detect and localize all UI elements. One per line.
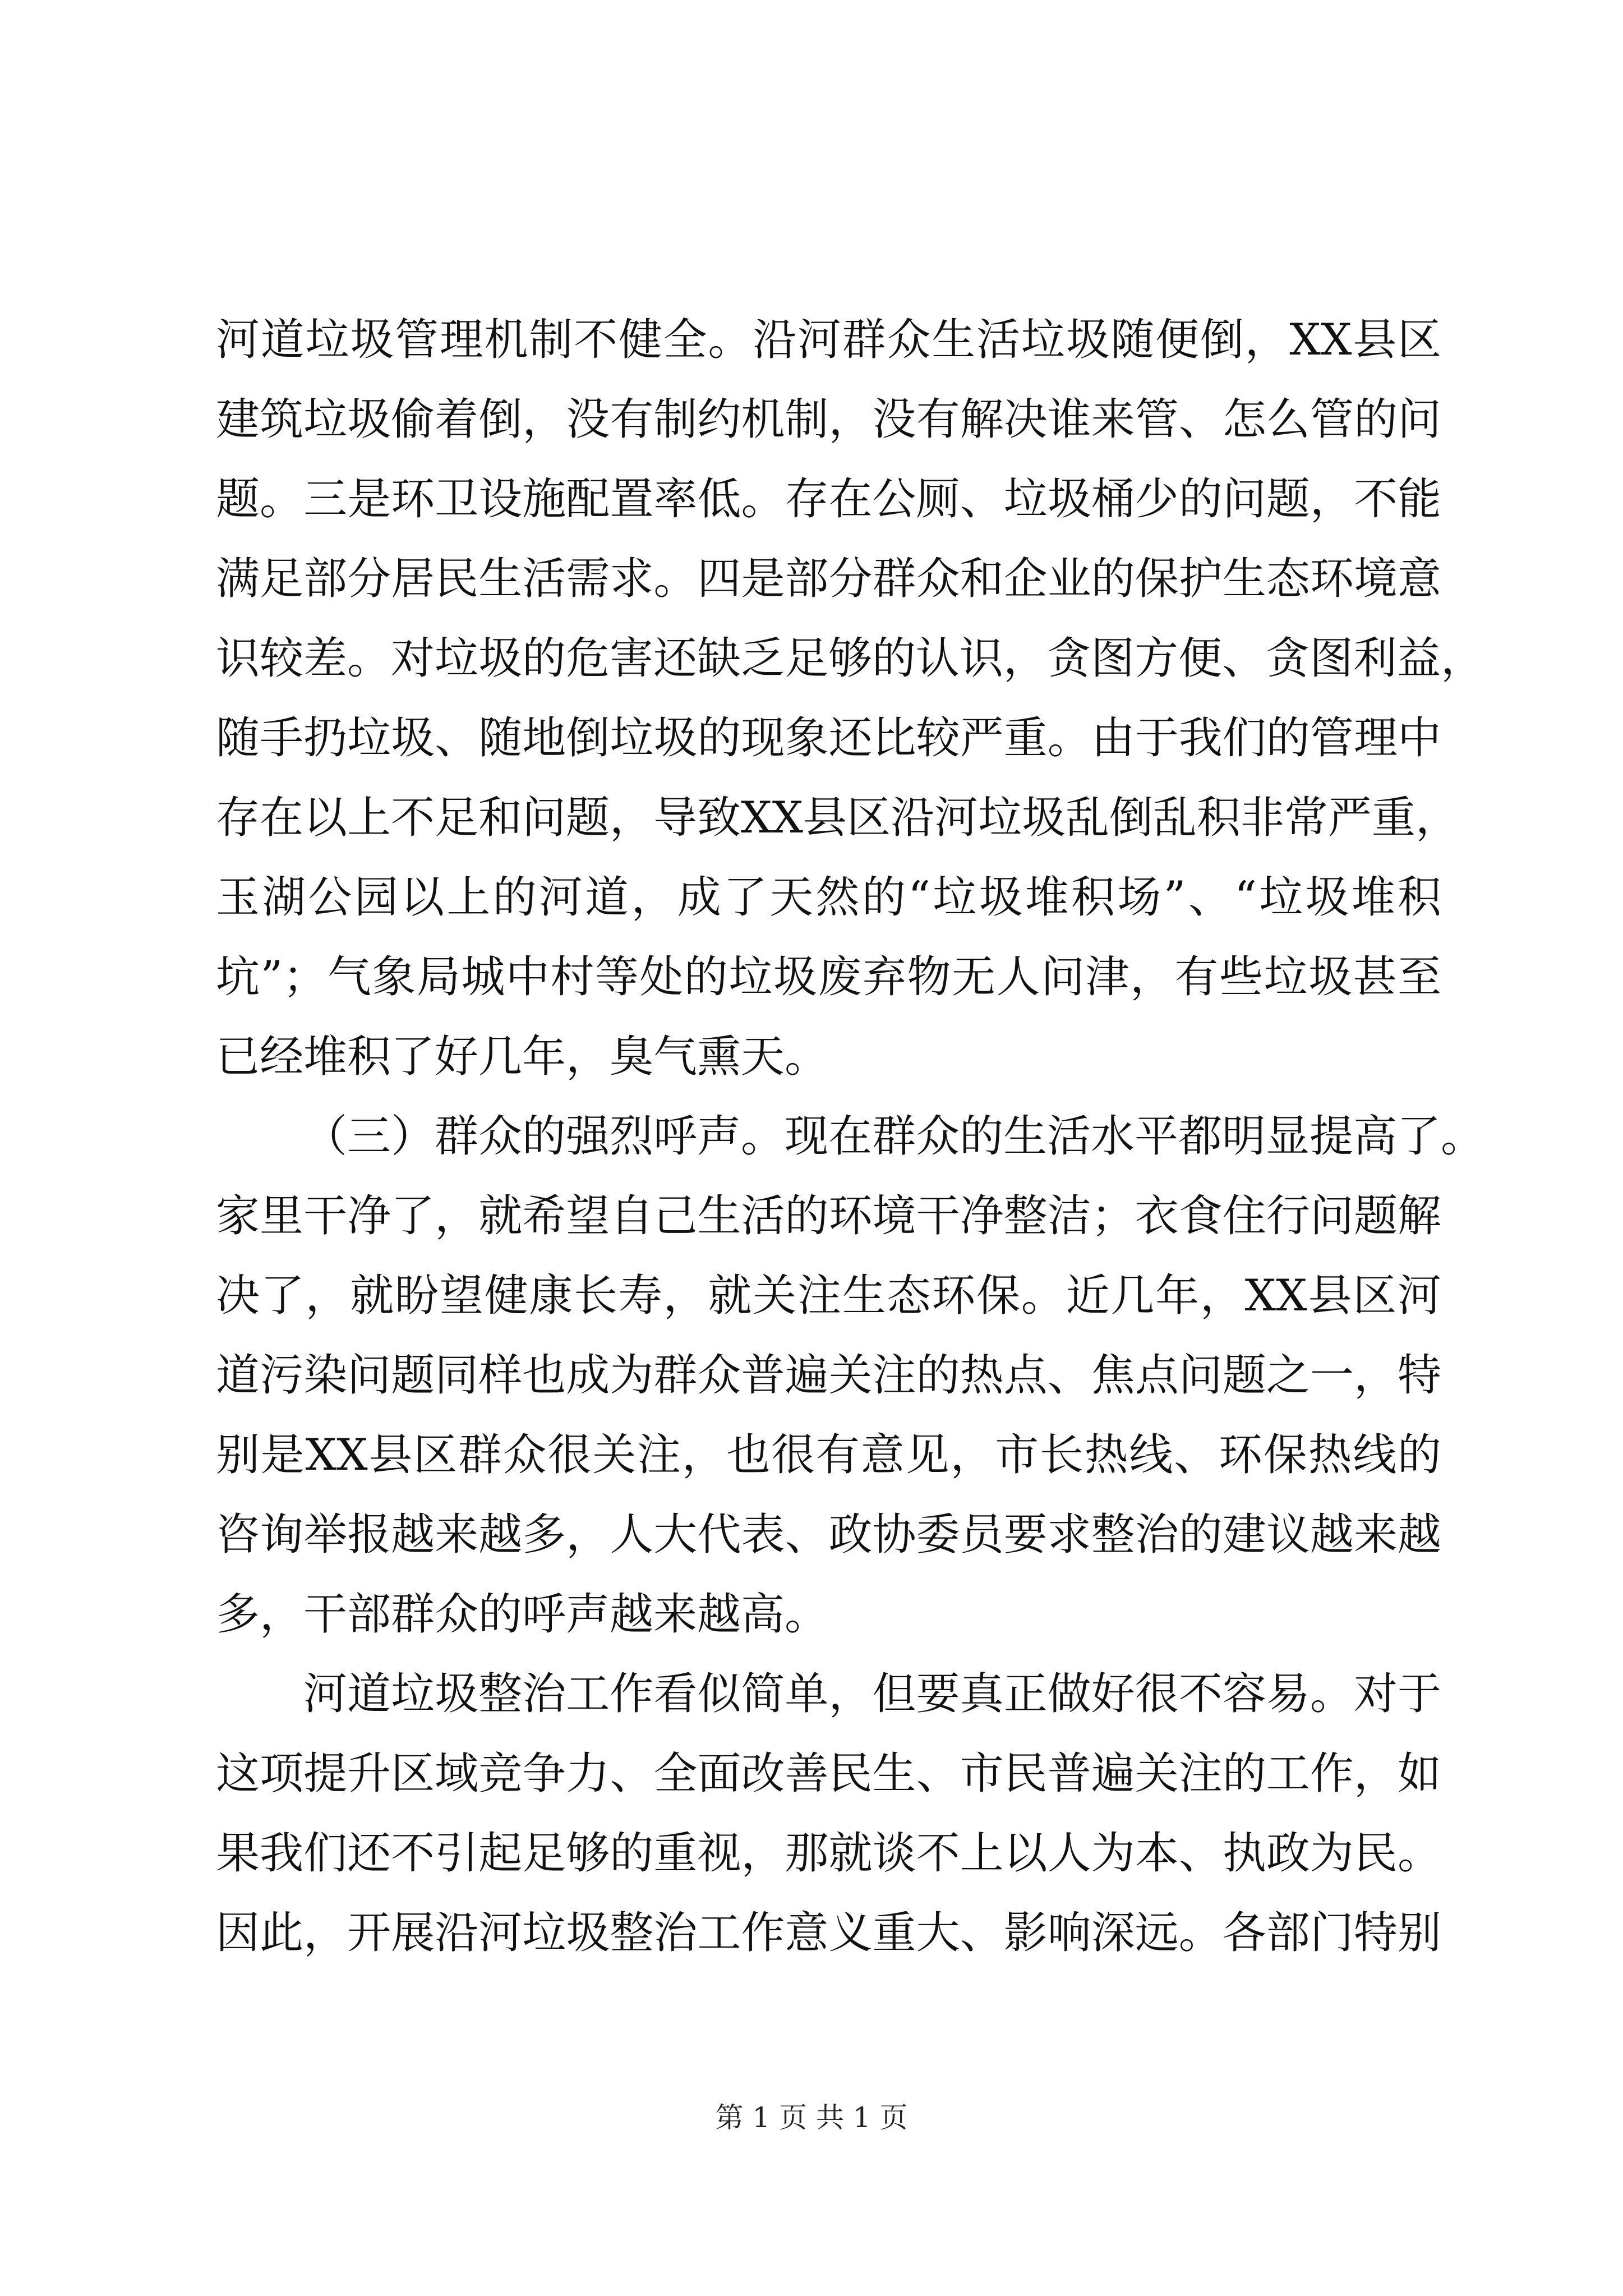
text-line: 这项提升区域竞争力、全面改善民生、市民普遍关注的工作，如 — [216, 1749, 1441, 1799]
text-line: 多，干部群众的呼声越来越高。 — [216, 1589, 829, 1640]
text-line: 存在以上不足和问题，导致XX县区沿河垃圾乱倒乱积非常严重， — [216, 793, 1460, 843]
text-line: 果我们还不引起足够的重视，那就谈不上以人为本、执政为民。 — [216, 1828, 1441, 1879]
text-line: 因此，开展沿河垃圾整治工作意义重大、影响深远。各部门特别 — [216, 1908, 1441, 1958]
text-line: 玉湖公园以上的河道，成了天然的“垃圾堆积场”、“垃圾堆积 — [216, 872, 1441, 923]
paragraph-first-line: 河道垃圾整治工作看似简单，但要真正做好很不容易。对于 — [303, 1669, 1441, 1719]
text-line: 咨询举报越来越多，人大代表、政协委员要求整治的建议越来越 — [216, 1510, 1441, 1560]
text-line: 决了，就盼望健康长寿，就关注生态环保。近几年，XX县区河 — [216, 1271, 1441, 1321]
paragraph-first-line: （三）群众的强烈呼声。现在群众的生活水平都明显提高了。 — [303, 1111, 1485, 1162]
text-line: 满足部分居民生活需求。四是部分群众和企业的保护生态环境意 — [216, 554, 1441, 604]
text-line: 随手扔垃圾、随地倒垃圾的现象还比较严重。由于我们的管理中 — [216, 713, 1441, 763]
page-footer: 第 1 页 共 1 页 — [715, 2101, 908, 2134]
text-line: 道污染问题同样也成为群众普遍关注的热点、焦点问题之一，特 — [216, 1350, 1441, 1401]
text-line: 家里干净了，就希望自己生活的环境干净整洁；衣食住行问题解 — [216, 1191, 1441, 1241]
text-line: 河道垃圾管理机制不健全。沿河群众生活垃圾随便倒，XX县区 — [216, 315, 1441, 365]
document-body — [216, 300, 1485, 1973]
text-line: 建筑垃圾偷着倒，没有制约机制，没有解决谁来管、怎么管的问 — [216, 394, 1441, 445]
text-line: 别是XX县区群众很关注，也很有意见，市长热线、环保热线的 — [216, 1430, 1441, 1480]
text-line: 已经堆积了好几年，臭气熏天。 — [216, 1032, 829, 1082]
text-line: 题。三是环卫设施配置率低。存在公厕、垃圾桶少的问题，不能 — [216, 474, 1441, 524]
text-line: 识较差。对垃圾的危害还缺乏足够的认识，贪图方便、贪图利益， — [216, 633, 1485, 684]
text-line: 坑”；气象局城中村等处的垃圾废弃物无人问津，有些垃圾甚至 — [216, 952, 1441, 1002]
